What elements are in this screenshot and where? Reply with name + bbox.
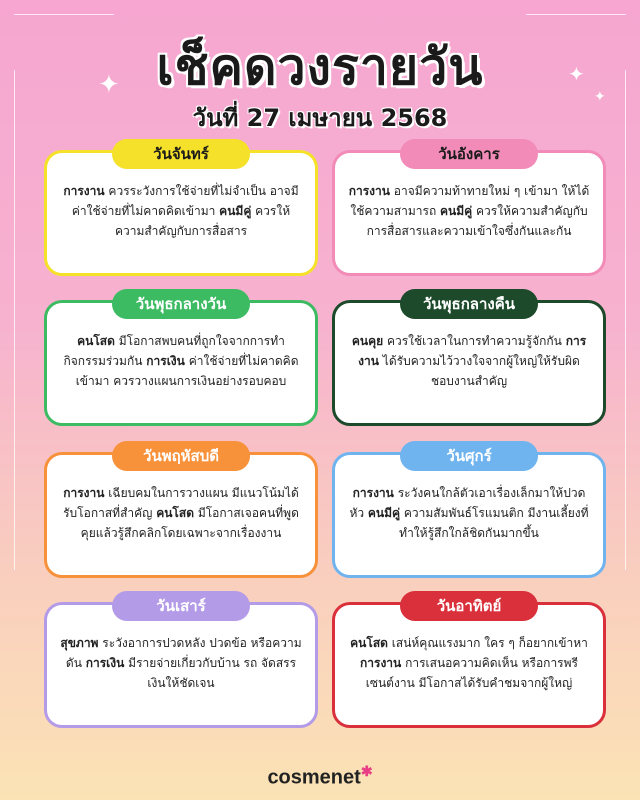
day-card: [44, 145, 318, 276]
topic-label: การงาน: [352, 486, 394, 500]
brand-logo: [0, 763, 640, 790]
topic-label: การงาน: [63, 486, 105, 500]
day-label: วันเสาร์: [112, 591, 250, 621]
day-label: วันอาทิตย์: [400, 591, 538, 621]
topic-label: คนโสด: [156, 506, 194, 520]
day-label: วันอังคาร: [400, 139, 538, 169]
day-label: วันจันทร์: [112, 139, 250, 169]
card-text: [59, 181, 303, 241]
topic-label: การงาน: [360, 656, 402, 670]
topic-text: ควรให้ความสำคัญกับการสื่อสาร: [114, 204, 291, 238]
topic-label: คนโสด: [350, 636, 388, 650]
frame-left-line: [14, 70, 15, 570]
card-text: [347, 483, 591, 543]
day-label: วันพฤหัสบดี: [112, 441, 250, 471]
topic-text: ระวังอาการปวดหลัง ปวดข้อ หรือความดัน: [65, 636, 302, 670]
topic-label: การเงิน: [85, 656, 125, 670]
day-label: วันพุธกลางคืน: [400, 289, 538, 319]
brand-star-icon: ✱: [360, 763, 373, 780]
date-subtitle: วันที่ 27 เมษายน 2568: [192, 104, 448, 132]
topic-label: คนมีคู่: [219, 204, 252, 218]
topic-text: ควรระวังการใช้จ่ายที่ไม่จำเป็น อาจมีค่าใช้จ่ายที่ไม่คาดคิดเข้ามา: [71, 184, 299, 218]
sparkle-icon: ✦: [568, 62, 585, 86]
frame-top-right-line: [526, 14, 626, 15]
day-label: วันพุธกลางวัน: [112, 289, 250, 319]
day-card: [332, 295, 606, 426]
topic-label: คนมีคู่: [440, 204, 473, 218]
topic-label: การเงิน: [146, 354, 185, 368]
topic-text: ระวังคนใกล้ตัวเอาเรื่องเล็กมาให้ปวดหัว: [349, 486, 586, 520]
topic-text: ควรใช้เวลาในการทำความรู้จักกัน: [383, 334, 566, 348]
topic-text: มีโอกาสพบคนที่ถูกใจจากการทำกิจกรรมร่วมกัน: [63, 334, 285, 368]
topic-text: มีโอกาสเจอคนที่พูดคุยแล้วรู้สึกคลิกโดยเฉพาะจากเรื่องงาน: [80, 506, 299, 540]
day-card: [332, 597, 606, 728]
topic-text: การเสนอความคิดเห็น หรือการพรีเซนต์งาน มีโอกาสได้รับคำชมจากผู้ใหญ่: [365, 656, 578, 690]
card-text: [59, 633, 303, 693]
topic-label: คนมีคู่: [367, 506, 401, 520]
frame-top-left-line: [14, 14, 114, 15]
day-card: [332, 145, 606, 276]
topic-label: การงาน: [348, 184, 390, 198]
card-text: [347, 633, 591, 693]
topic-label: คนโสด: [77, 334, 115, 348]
page-title: เช็คดวงรายวัน: [156, 38, 484, 96]
topic-label: การงาน: [63, 184, 105, 198]
topic-text: ค่าใช้จ่ายที่ไม่คาดคิดเข้ามา ควรวางแผนการเงินอย่างรอบคอบ: [75, 354, 299, 388]
sparkle-icon: ✦: [98, 70, 120, 100]
topic-text: อาจมีความท้าทายใหม่ ๆ เข้ามา ให้ได้ใช้ความสามารถ: [350, 184, 590, 218]
frame-right-line: [625, 70, 626, 570]
card-text: [59, 331, 303, 391]
topic-text: มีรายจ่ายเกี่ยวกับบ้าน รถ จัดสรรเงินให้ชัดเจน: [124, 656, 297, 690]
card-text: [59, 483, 303, 543]
topic-text: ความสัมพันธ์โรแมนติก มีงานเลี้ยงที่ทำให้รู้สึกใกล้ชิดกันมากขึ้น: [399, 506, 589, 540]
card-text: [347, 331, 591, 391]
topic-label: สุขภาพ: [60, 636, 99, 650]
sparkle-icon: ✦: [594, 89, 606, 105]
topic-label: การงาน: [358, 334, 587, 368]
topic-text: ได้รับความไว้วางใจจากผู้ใหญ่ให้รับผิดชอบงานสำคัญ: [378, 354, 580, 388]
topic-text: เสน่ห์คุณแรงมาก ใคร ๆ ก็อยากเข้าหา: [387, 636, 588, 650]
card-text: [347, 181, 591, 241]
day-label: วันศุกร์: [400, 441, 538, 471]
brand-name: cosmenet: [267, 767, 361, 789]
day-card: [332, 447, 606, 578]
day-card: [44, 597, 318, 728]
topic-text: ควรให้ความสำคัญกับการสื่อสารและความเข้าใจซึ่งกันและกัน: [366, 204, 588, 238]
topic-label: คนคุย: [351, 334, 384, 348]
day-card: [44, 295, 318, 426]
day-card: [44, 447, 318, 578]
topic-text: เฉียบคมในการวางแผน มีแนวโน้มได้รับโอกาสที่สำคัญ: [63, 486, 299, 520]
